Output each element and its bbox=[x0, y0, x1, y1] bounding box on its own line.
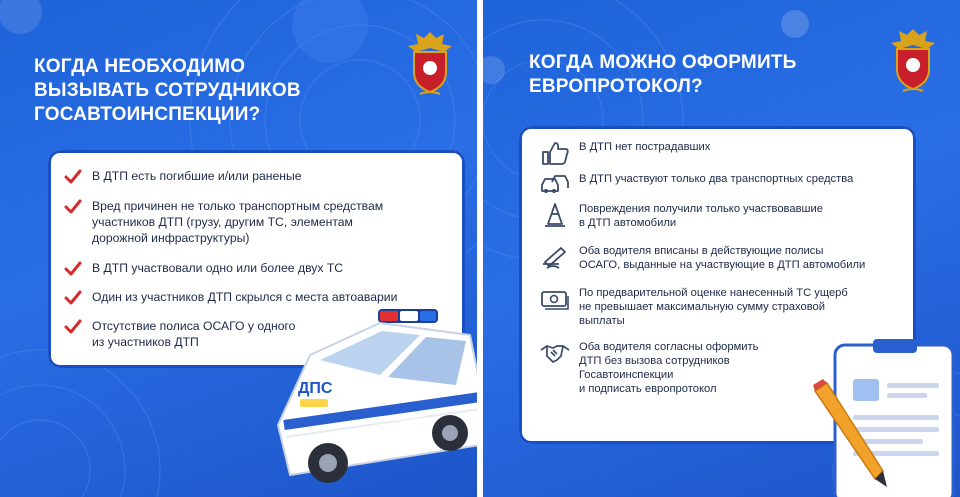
list-item-text: выплаты bbox=[579, 315, 625, 327]
list-item-text: В ДТП нет пострадавших bbox=[579, 141, 711, 153]
list-item bbox=[64, 168, 302, 186]
police-emblem-icon bbox=[400, 28, 460, 98]
list-item-text: Один из участников ДТП скрылся с места автоаварии bbox=[92, 290, 398, 304]
car-dps-label: ДПС bbox=[298, 380, 333, 397]
list-item-text: участников ДТП (грузу, другим ТС, элементам bbox=[92, 215, 353, 229]
left-title-line: ГОСАВТОИНСПЕКЦИИ? bbox=[34, 104, 261, 125]
list-item bbox=[539, 172, 853, 198]
left-title bbox=[34, 55, 354, 127]
list-item-text: В ДТП участвовали одно или более двух ТС bbox=[92, 261, 344, 275]
list-item-text: По предварительной оценке нанесенный ТС ущерб bbox=[579, 287, 848, 299]
traffic-cone-icon bbox=[539, 202, 571, 228]
list-item bbox=[539, 140, 710, 166]
left-title-line: КОГДА НЕОБХОДИМО bbox=[34, 56, 246, 77]
list-item-text: не превышает максимальную сумму страховой bbox=[579, 301, 826, 313]
right-title bbox=[529, 51, 849, 99]
list-item-text: Вред причинен не только транспортным средствам bbox=[92, 199, 384, 213]
list-item-text: В ДТП участвуют только два транспортных средства bbox=[579, 173, 854, 185]
list-item-text: из участников ДТП bbox=[92, 335, 199, 349]
list-item-text: Оба водителя вписаны в действующие полисы bbox=[579, 245, 824, 257]
list-item bbox=[539, 286, 848, 328]
list-item bbox=[64, 260, 343, 278]
list-item-text: Госавтоинспекции bbox=[579, 369, 674, 381]
right-title-line: КОГДА МОЖНО ОФОРМИТЬ bbox=[529, 52, 797, 73]
list-item bbox=[539, 244, 865, 272]
signing-hand-icon bbox=[539, 244, 571, 270]
right-title-line: ЕВРОПРОТОКОЛ? bbox=[529, 76, 703, 97]
checkmark-icon bbox=[64, 260, 82, 278]
document-and-pen-illustration bbox=[813, 335, 960, 497]
list-item-text: В ДТП есть погибшие и/или раненые bbox=[92, 169, 302, 183]
list-item-text: и подписать европротокол bbox=[579, 383, 717, 395]
list-item-text: ОСАГО, выданные на участвующие в ДТП автомобили bbox=[579, 259, 866, 271]
list-item bbox=[64, 198, 383, 246]
list-item-text: ДТП без вызова сотрудников bbox=[579, 355, 730, 367]
police-car-illustration bbox=[270, 305, 477, 485]
handshake-icon bbox=[539, 340, 571, 366]
list-item-text: Отсутствие полиса ОСАГО у одного bbox=[92, 319, 296, 333]
two-cars-icon bbox=[539, 172, 571, 198]
list-item-text: в ДТП автомобили bbox=[579, 217, 677, 229]
list-item bbox=[64, 318, 295, 350]
list-item bbox=[539, 202, 823, 230]
checkmark-icon bbox=[64, 289, 82, 307]
list-item-text: Повреждения получили только участвовавшие bbox=[579, 203, 823, 215]
left-infographic-panel bbox=[0, 0, 477, 497]
thumbs-up-icon bbox=[539, 140, 571, 166]
checkmark-icon bbox=[64, 168, 82, 186]
left-title-line: ВЫЗЫВАТЬ СОТРУДНИКОВ bbox=[34, 80, 301, 101]
police-emblem-icon bbox=[883, 25, 943, 95]
list-item bbox=[539, 340, 759, 396]
list-item-text: Оба водителя согласны оформить bbox=[579, 341, 759, 353]
car-police-label: ПОЛИЦИЯ bbox=[390, 416, 426, 423]
checkmark-icon bbox=[64, 198, 82, 216]
list-item-text: дорожной инфраструктуры) bbox=[92, 231, 250, 245]
checkmark-icon bbox=[64, 318, 82, 336]
money-icon bbox=[539, 286, 571, 312]
right-infographic-panel bbox=[483, 0, 960, 497]
